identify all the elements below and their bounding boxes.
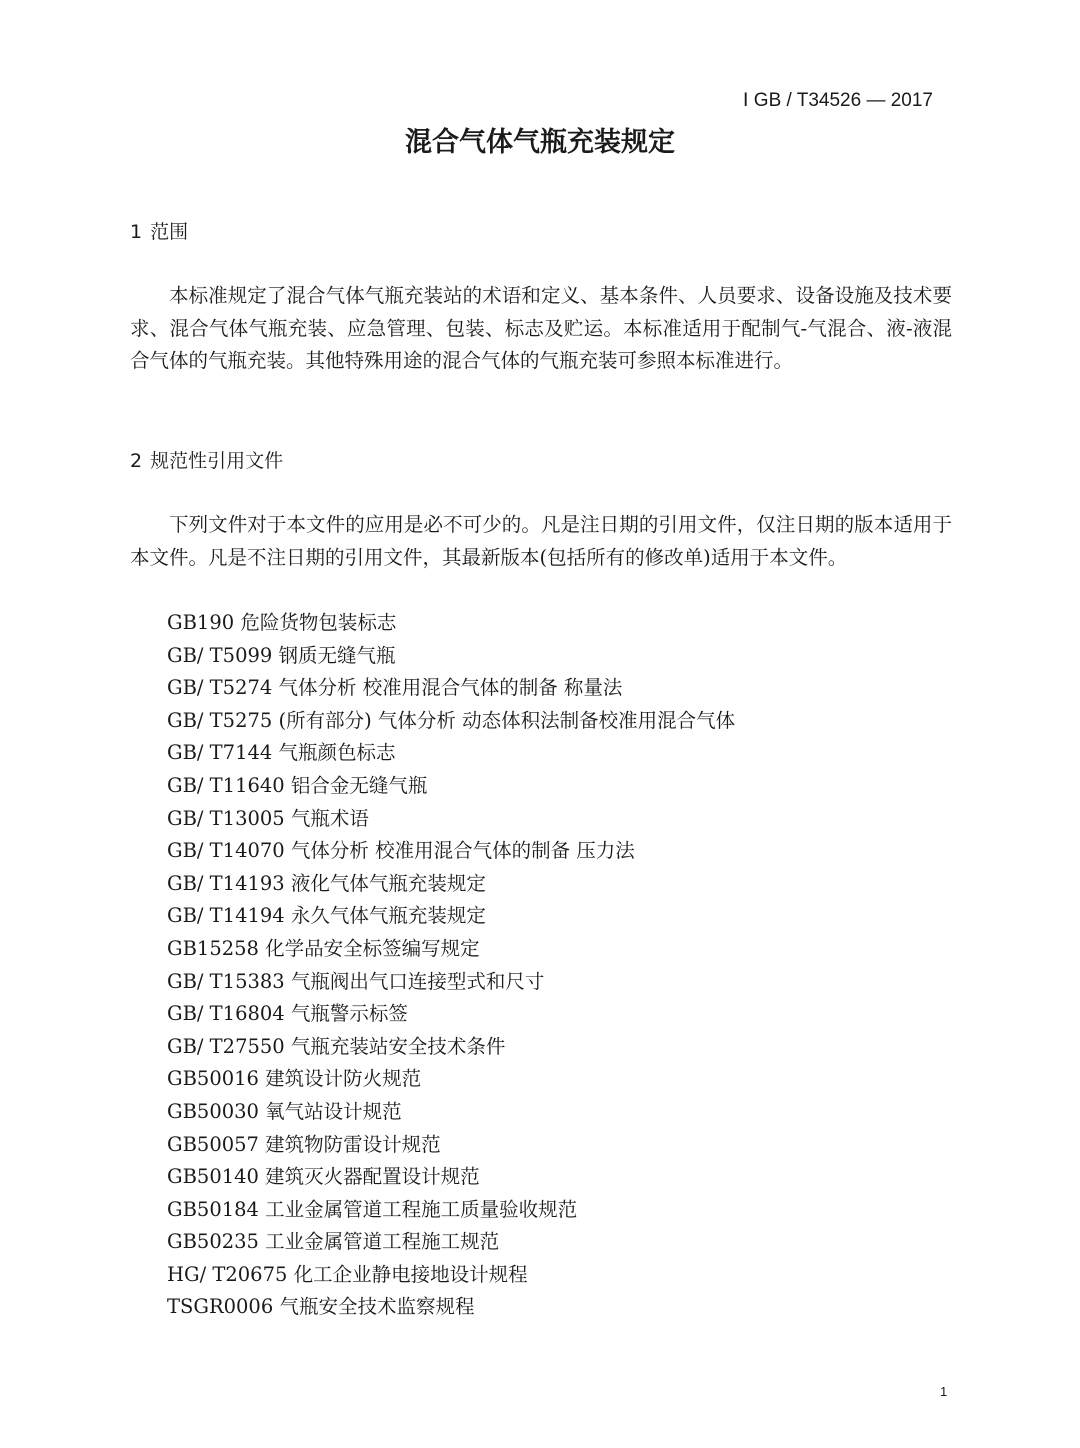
reference-item: GB50140 建筑灭火器配置设计规范 [167,1165,480,1189]
section-title: 规范性引用文件 [150,450,284,472]
reference-list [167,607,735,1324]
reference-item: HG/ T20675 化工企业静电接地设计规程 [167,1262,528,1286]
reference-item: GB/ T15383 气瓶阀出气口连接型式和尺寸 [167,969,545,993]
document-title: 混合气体气瓶充装规定 [405,127,675,158]
reference-item: GB/ T14193 液化气体气瓶充装规定 [167,871,486,895]
reference-item: GB/ T13005 气瓶术语 [167,806,369,830]
reference-item: GB/ T5275 (所有部分) 气体分析 动态体积法制备校准用混合气体 [167,708,736,732]
reference-item: TSGR0006 气瓶安全技术监察规程 [167,1295,475,1319]
reference-item: GB/ T11640 铝合金无缝气瓶 [167,773,428,797]
reference-item: GB/ T14070 气体分析 校准用混合气体的制备 压力法 [167,839,635,863]
section-number: 1 [130,221,143,243]
reference-item: GB50030 氧气站设计规范 [167,1099,402,1123]
reference-item: GB/ T16804 气瓶警示标签 [167,1002,408,1026]
section-number: 2 [130,450,143,472]
reference-item: GB/ T7144 气瓶颜色标志 [167,741,396,765]
reference-item: GB50016 建筑设计防火规范 [167,1067,422,1091]
section-heading-normative-references [130,448,283,474]
standard-code: Ⅰ GB / T34526 — 2017 [742,90,933,111]
reference-item: GB190 危险货物包装标志 [167,611,397,634]
reference-item: GB/ T5099 钢质无缝气瓶 [167,643,396,667]
scope-paragraph: 本标准规定了混合气体气瓶充装站的术语和定义、基本条件、人员要求、设备设施及技术要求、混合气体气瓶充装、应急管理、包装、标志及贮运。本标准适用于配制气-气混合、液-液混合气体的气瓶充装。其他特殊用途的混合气体的气瓶充装可参照本标准进行。 [130,284,952,372]
section-title: 范围 [150,221,189,243]
reference-item: GB/ T27550 气瓶充装站安全技术条件 [167,1034,506,1058]
page-number: 1 [940,1384,948,1399]
reference-item: GB15258 化学品安全标签编写规定 [167,936,480,960]
section-heading-scope [130,219,188,245]
reference-item: GB50235 工业金属管道工程施工规范 [167,1230,500,1254]
reference-item: GB50057 建筑物防雷设计规范 [167,1132,441,1156]
references-intro-paragraph: 下列文件对于本文件的应用是必不可少的。凡是注日期的引用文件，仅注日期的版本适用于本文件。凡是不注日期的引用文件，其最新版本(包括所有的修改单)适用于本文件。 [130,513,952,569]
reference-item: GB50184 工业金属管道工程施工质量验收规范 [167,1197,578,1221]
reference-item: GB/ T5274 气体分析 校准用混合气体的制备 称量法 [167,676,623,700]
reference-item: GB/ T14194 永久气体气瓶充装规定 [167,904,486,928]
